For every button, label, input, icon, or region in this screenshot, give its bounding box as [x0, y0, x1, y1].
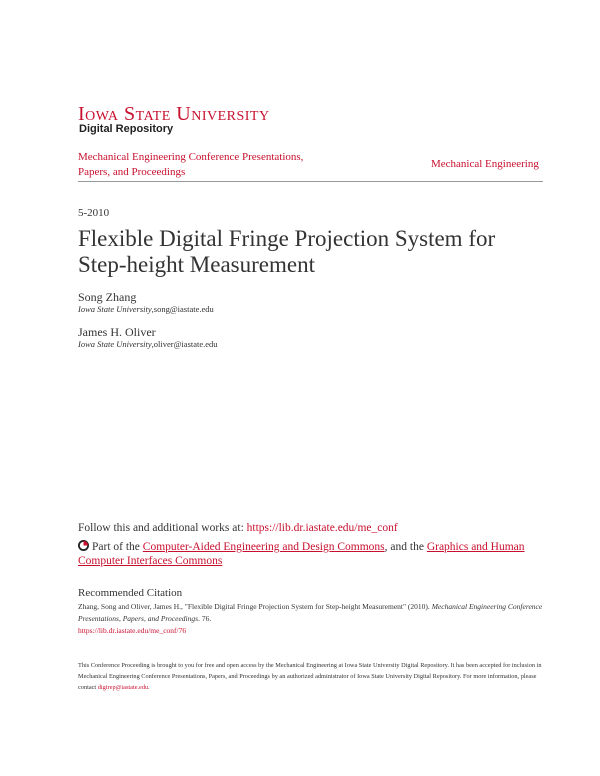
- recommended-citation-heading: Recommended Citation: [78, 587, 183, 599]
- commons-icon: [78, 540, 89, 551]
- citation-plain: Zhang, Song and Oliver, James H., "Flexible Digital Fringe Projection System for Step-height Measurement" (2010).: [78, 602, 430, 611]
- author-email[interactable]: song@iastate.edu: [153, 304, 214, 314]
- author-name: Song Zhang: [78, 290, 137, 304]
- part-of-line: [78, 540, 543, 568]
- author-email[interactable]: oliver@iastate.edu: [153, 339, 218, 349]
- author-name: James H. Oliver: [78, 325, 156, 339]
- follow-line: [78, 522, 398, 534]
- citation-text: [78, 601, 543, 637]
- follow-url-link[interactable]: https://lib.dr.iastate.edu/me_conf: [246, 522, 398, 534]
- citation-number: . 76.: [198, 614, 212, 623]
- paper-title: Flexible Digital Fringe Projection System for Step-height Measurement: [78, 226, 496, 277]
- citation-url-link[interactable]: https://lib.dr.iastate.edu/me_conf/76: [78, 626, 187, 635]
- notice-end: .: [148, 684, 150, 691]
- publication-date: 5-2010: [78, 207, 110, 219]
- author-affiliation: Iowa State University,song@iastate.edu: [78, 304, 214, 314]
- header-divider: [78, 181, 543, 182]
- series-link[interactable]: Mechanical Engineering Conference Presentations, Papers, and Proceedings: [78, 151, 304, 178]
- department-link[interactable]: Mechanical Engineering: [431, 158, 539, 170]
- affiliation-name: Iowa State University: [78, 339, 152, 349]
- commons-link-2[interactable]: Graphics and Human Computer Interfaces Commons: [78, 541, 525, 567]
- author-block-2: [78, 325, 218, 350]
- part-of-prefix: Part of the: [92, 541, 140, 553]
- author-block-1: [78, 290, 214, 315]
- citation-series: Mechanical Engineering Conference Presentations, Papers, and Proceedings: [78, 602, 543, 623]
- author-affiliation: Iowa State University,oliver@iastate.edu: [78, 339, 218, 349]
- follow-text: Follow this and additional works at:: [78, 522, 244, 534]
- logo-digital-repository: Digital Repository: [79, 123, 174, 135]
- logo-university: Iowa State University: [78, 103, 270, 125]
- contact-email-link[interactable]: digirep@iastate.edu: [97, 684, 149, 691]
- affiliation-name: Iowa State University: [78, 304, 152, 314]
- and-the-text: , and the: [384, 541, 424, 553]
- notice-text: This Conference Proceeding is brought to you for free and open access by the Mechanical Engineering at Iowa State University Digital Repository. It has been accepted for inclusion in Mechanical Engineering Conference Presentations, Papers, and Proceedings by an authorized administrator of Iowa State University Digital Repository. For more information, please contact: [78, 662, 542, 691]
- repository-notice: [78, 660, 543, 693]
- commons-link-1[interactable]: Computer-Aided Engineering and Design Commons: [142, 541, 385, 553]
